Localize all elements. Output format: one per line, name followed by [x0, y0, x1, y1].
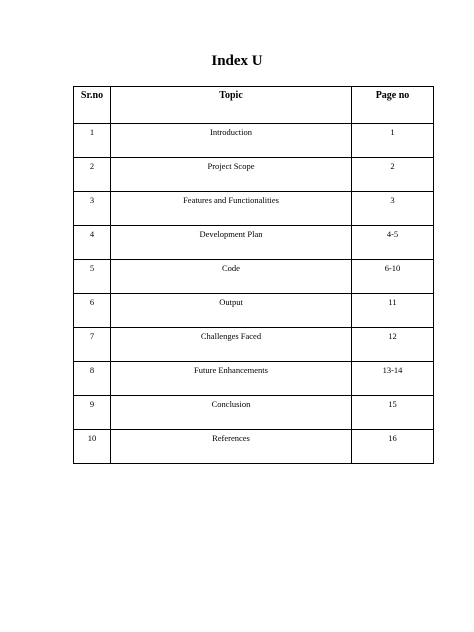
- table-row: [74, 328, 434, 362]
- row-topic: Project Scope: [111, 158, 352, 192]
- row-page-no: 11: [352, 294, 434, 328]
- row-srno: 4: [74, 226, 111, 260]
- row-page-no: 12: [352, 328, 434, 362]
- table-row: [74, 192, 434, 226]
- row-topic: Features and Functionalities: [111, 192, 352, 226]
- table-row: [74, 260, 434, 294]
- page-title: Index U: [211, 53, 263, 69]
- row-topic: References: [111, 430, 352, 464]
- row-page-no: 15: [352, 396, 434, 430]
- row-page-no: 2: [352, 158, 434, 192]
- header-srno: Sr.no: [74, 87, 111, 124]
- table-header-row: [74, 87, 434, 124]
- row-topic: Conclusion: [111, 396, 352, 430]
- row-page-no: 13-14: [352, 362, 434, 396]
- row-topic: Code: [111, 260, 352, 294]
- row-topic: Future Enhancements: [111, 362, 352, 396]
- header-page-no: Page no: [352, 87, 434, 124]
- row-srno: 9: [74, 396, 111, 430]
- row-topic: Development Plan: [111, 226, 352, 260]
- table-row: [74, 294, 434, 328]
- row-srno: 7: [74, 328, 111, 362]
- row-srno: 6: [74, 294, 111, 328]
- row-srno: 3: [74, 192, 111, 226]
- row-srno: 2: [74, 158, 111, 192]
- table-row: [74, 396, 434, 430]
- table-row: [74, 430, 434, 464]
- table-row: [74, 158, 434, 192]
- row-srno: 1: [74, 124, 111, 158]
- table-row: [74, 226, 434, 260]
- row-page-no: 4-5: [352, 226, 434, 260]
- index-table: [73, 86, 434, 464]
- header-topic: Topic: [111, 87, 352, 124]
- row-topic: Challenges Faced: [111, 328, 352, 362]
- row-topic: Output: [111, 294, 352, 328]
- table-row: [74, 362, 434, 396]
- row-page-no: 1: [352, 124, 434, 158]
- row-topic: Introduction: [111, 124, 352, 158]
- row-srno: 5: [74, 260, 111, 294]
- row-srno: 10: [74, 430, 111, 464]
- row-page-no: 3: [352, 192, 434, 226]
- row-srno: 8: [74, 362, 111, 396]
- row-page-no: 6-10: [352, 260, 434, 294]
- row-page-no: 16: [352, 430, 434, 464]
- table-row: [74, 124, 434, 158]
